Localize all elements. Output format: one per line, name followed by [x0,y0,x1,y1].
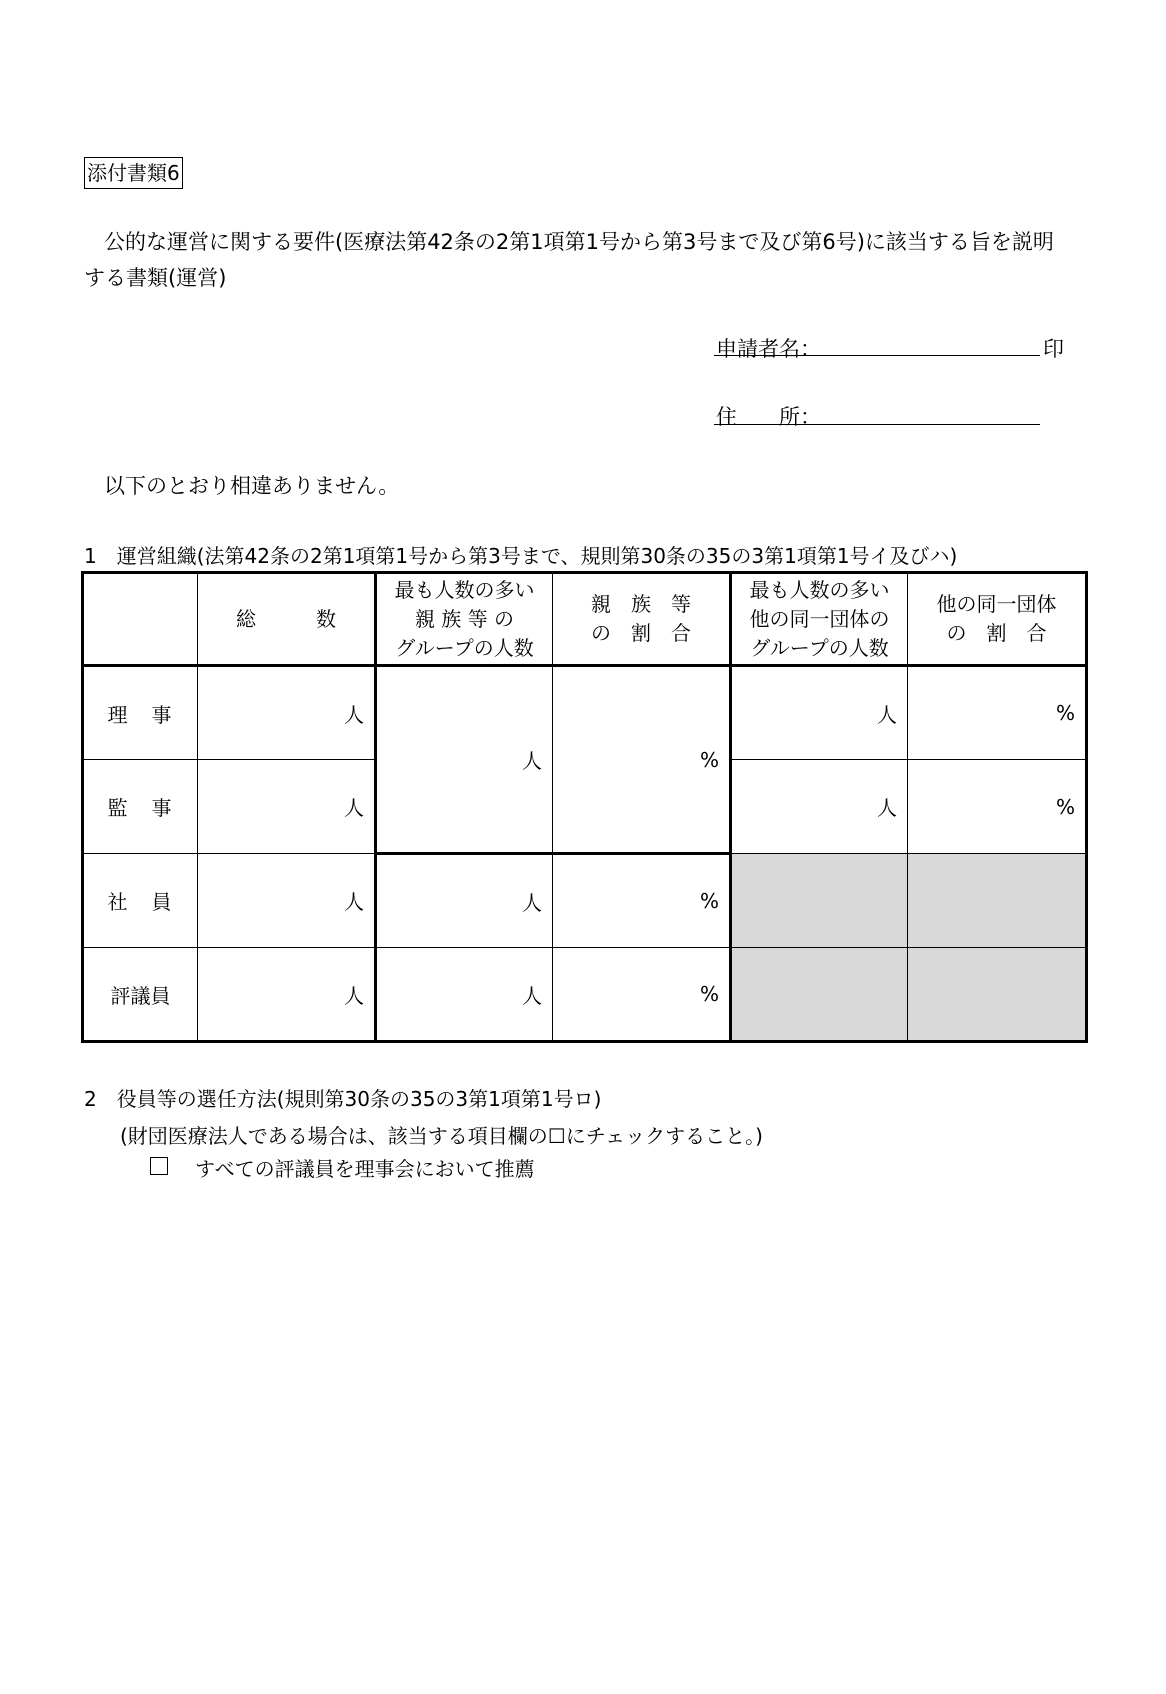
confirmation-statement: 以下のとおり相違ありません。 [104,474,400,498]
section2-note: (財団医療法人である場合は、該当する項目欄の☐にチェックすること。) [120,1124,763,1148]
row-label-directors: 理 事 [83,666,198,760]
document-title-line2: する書類(運営) [84,266,227,290]
header-blank [83,573,198,666]
section1-heading: 1 運営組織(法第42条の2第1項第1号から第3号まで、規則第30条の35の3第1項第1号イ及びハ) [84,544,958,568]
header-group-count-line2: 他の同一団体の [749,606,890,631]
organization-table [81,571,1088,1043]
applicant-name-line[interactable] [714,355,1040,356]
header-group-count-line1: 最も人数の多い [749,577,890,602]
header-relatives-count [376,573,553,666]
directors-group-ratio-cell[interactable]: % [908,666,1087,760]
row-label-auditors: 監 事 [83,760,198,854]
councilors-relatives-count-cell[interactable]: 人 [376,948,553,1042]
header-relatives-ratio [553,573,731,666]
header-group-count [731,573,908,666]
councilors-group-ratio-shaded-cell [908,948,1087,1042]
directors-total-cell[interactable]: 人 [198,666,376,760]
auditors-group-ratio-cell[interactable]: % [908,760,1087,854]
row-label-councilors: 評議員 [83,948,198,1042]
officers-relatives-ratio-cell[interactable]: % [553,666,731,854]
header-relatives-count-line3: グループの人数 [395,635,534,660]
header-group-ratio-line1: 他の同一団体 [936,592,1057,616]
header-relatives-count-line2: 親 族 等 の [414,606,515,631]
header-relatives-ratio-line2: の 割 合 [591,621,691,645]
auditors-group-count-cell[interactable]: 人 [731,760,908,854]
document-label: 添付書類6 [84,157,183,189]
officers-relatives-count-cell[interactable]: 人 [376,666,553,854]
councilors-group-count-shaded-cell [731,948,908,1042]
directors-group-count-cell[interactable]: 人 [731,666,908,760]
address-line[interactable] [714,424,1040,425]
header-relatives-count-line1: 最も人数の多い [394,577,535,602]
members-group-count-shaded-cell [731,854,908,948]
members-relatives-count-cell[interactable]: 人 [376,854,553,948]
councilors-relatives-ratio-cell[interactable]: % [553,948,731,1042]
header-group-ratio-line2: の 割 合 [946,621,1047,645]
members-total-cell[interactable]: 人 [198,854,376,948]
auditors-total-cell[interactable]: 人 [198,760,376,854]
address-label: 住 所： [716,405,821,429]
members-group-ratio-shaded-cell [908,854,1087,948]
applicant-name-label: 申請者名： [716,337,821,361]
document-title-line1: 公的な運営に関する要件(医療法第42条の2第1項第1号から第3号まで及び第6号)に該当する旨を説明 [104,230,1054,254]
councilor-recommendation-checkbox[interactable] [150,1157,168,1175]
councilors-total-cell[interactable]: 人 [198,948,376,1042]
header-relatives-ratio-line1: 親 族 等 [591,592,691,616]
section2-heading: 2 役員等の選任方法(規則第30条の35の3第1項第1号ロ) [84,1087,602,1111]
members-relatives-ratio-cell[interactable]: % [553,854,731,948]
row-label-members: 社 員 [83,854,198,948]
header-group-ratio [908,573,1087,666]
header-group-count-line3: グループの人数 [750,635,889,660]
seal-mark: 印 [1043,337,1064,361]
header-total: 総 数 [198,573,376,666]
councilor-recommendation-label: すべての評議員を理事会において推薦 [195,1157,535,1181]
